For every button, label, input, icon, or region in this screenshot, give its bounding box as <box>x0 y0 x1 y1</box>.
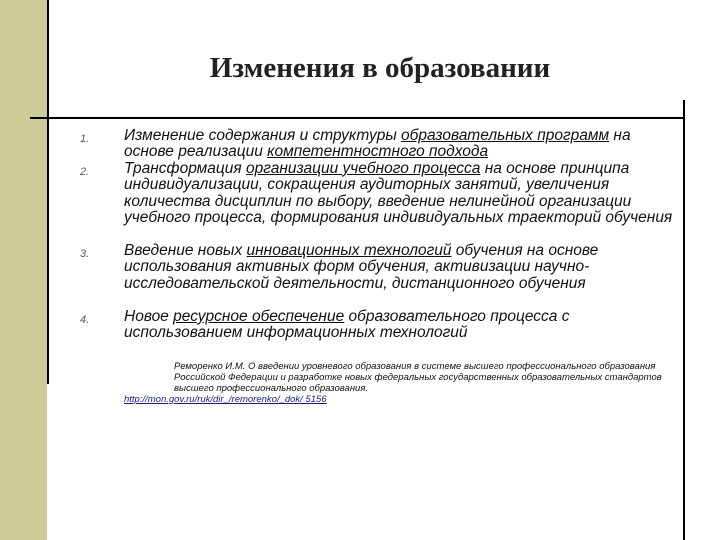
right-frame-line <box>683 100 685 540</box>
footnote-text: Реморенко И.М. О введении уровневого образования в системе высшего профессионального образования Российской Федерации и разработке новых федеральных государственных образовательных стандартов высшего профессионального образования. <box>174 361 662 394</box>
item-underlined-term: инновационных технологий <box>246 241 452 259</box>
list-item <box>80 243 680 309</box>
list-item-number: 4. <box>80 313 90 326</box>
item-underlined-term: образовательных программ <box>401 127 610 144</box>
list-item <box>80 128 680 161</box>
list-item-number: 2. <box>80 165 90 178</box>
list-item <box>80 309 680 342</box>
list-item-number: 3. <box>80 247 90 260</box>
slide-title: Изменения в образовании <box>209 52 551 84</box>
top-divider-line <box>30 117 685 119</box>
footnote <box>124 361 664 405</box>
list-item-number: 1. <box>80 133 90 145</box>
item-underlined-term: компетентностного подхода <box>267 143 489 161</box>
item-text: Трансформация организации учебного процесса на основе принципа индивидуализации, сокращения аудиторных занятий, увеличения количества дисциплин по выбору, введение нелинейной организации учебного процесса, формирования индивидуальных траекторий обучения <box>124 159 673 227</box>
item-text: Изменение содержания и структуры образовательных программ на основе реализации компетентностного подхода <box>124 127 631 161</box>
changes-list <box>80 128 680 342</box>
item-text: Новое ресурсное обеспечение образовательного процесса с использованием информационных технологий <box>124 307 570 342</box>
footnote-link[interactable]: http://mon.gov.ru/ruk/dir_/remorenko/_dok/ 5156 <box>124 394 327 405</box>
list-item <box>80 161 680 243</box>
item-underlined-term: ресурсное обеспечение <box>173 307 345 325</box>
item-text: Введение новых инновационных технологий обучения на основе использования активных форм обучения, активизации научно-исследовательской деятельности, дистанционного обучения <box>124 241 599 292</box>
item-underlined-term: организации учебного процесса <box>245 159 481 177</box>
